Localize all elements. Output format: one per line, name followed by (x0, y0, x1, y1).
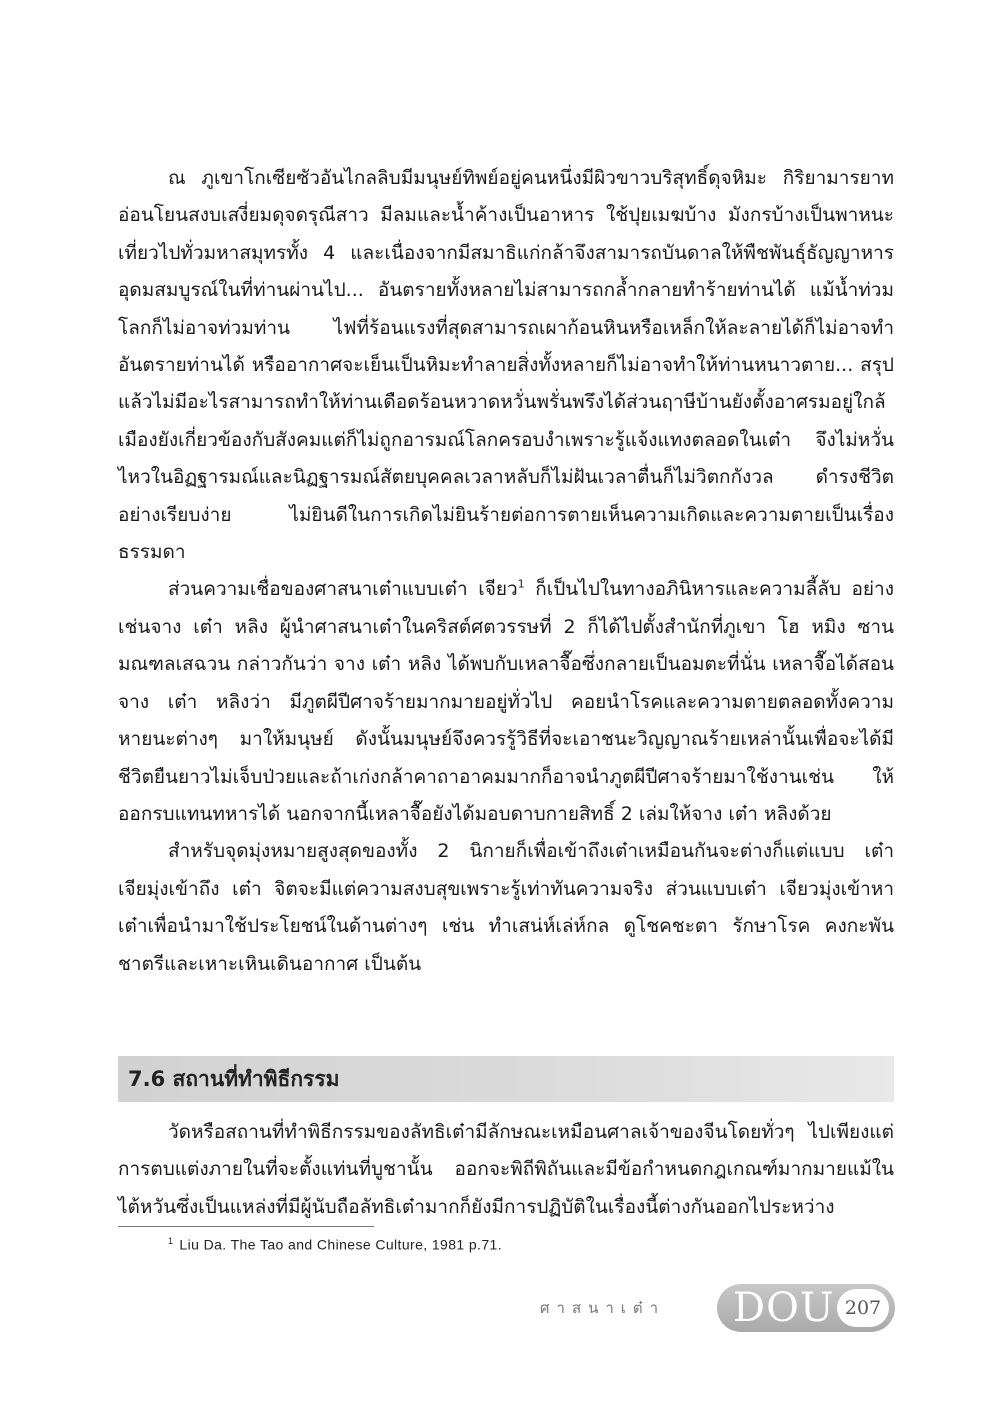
footnote (168, 1236, 502, 1253)
dou-logo-badge (717, 1284, 895, 1332)
dou-logo-text: DOU (733, 1285, 835, 1331)
paragraph-2-start: ส่วนความเชื่อของศาสนาเต๋าแบบเต๋า เจียว (168, 578, 518, 601)
main-text (118, 160, 894, 983)
page-number: 207 (844, 1297, 882, 1319)
paragraph-2 (118, 571, 894, 833)
page-number-badge (837, 1289, 889, 1327)
footnote-reference[interactable]: 1 (517, 578, 525, 592)
section-heading-bar (118, 1056, 894, 1102)
running-title: ศาสนาเต๋า (540, 1299, 666, 1317)
footnote-divider (118, 1226, 374, 1227)
footnote-text: Liu Da. The Tao and Chinese Culture, 1981 p.71. (179, 1236, 503, 1253)
paragraph-3: สำหรับจุดมุ่งหมายสูงสุดของทั้ง 2 นิกายก็เพื่อเข้าถึงเต๋าเหมือนกันจะต่างก็แต่แบบ เต๋า เจียมุ่งเข้าถึง เต๋า จิตจะมีแต่ความสงบสุขเพราะรู้เท่าทันความจริง ส่วนแบบเต๋า เจียวมุ่งเข้าหาเต๋าเพื่อนำมาใช้ประโยชน์ในด้านต่างๆ เช่น ทำเสน่ห์เล่ห์กล ดูโชคชะตา รักษาโรค คงกะพันชาตรีและเหาะเหินเดินอากาศ เป็นต้น (118, 840, 894, 975)
paragraph-1: ณ ภูเขาโกเซียซัวอันไกลลิบมีมนุษย์ทิพย์อยู่คนหนึ่งมีผิวขาวบริสุทธิ์ดุจหิมะ กิริยามารยาทอ่อนโยนสงบเสงี่ยมดุจดรุณีสาว มีลมและน้ำค้างเป็นอาหาร ใช้ปุยเมฆบ้าง มังกรบ้างเป็นพาหนะเที่ยวไปทั่วมหาสมุทรทั้ง 4 และเนื่องจากมีสมาธิแก่กล้าจึงสามารถบันดาลให้พืชพันธุ์ธัญญาหารอุดมสมบูรณ์ในที่ท่านผ่านไป... อันตรายทั้งหลายไม่สามารถกล้ำกลายทำร้ายท่านได้ แม้น้ำท่วมโลกก็ไม่อาจท่วมท่าน ไฟที่ร้อนแรงที่สุดสามารถเผาก้อนหินหรือเหล็กให้ละลายได้ก็ไม่อาจทำอันตรายท่านได้ หรืออากาศจะเย็นเป็นหิมะทำลายสิ่งทั้งหลายก็ไม่อาจทำให้ท่านหนาวตาย... สรุปแล้วไม่มีอะไรสามารถทำให้ท่านเดือดร้อนหวาดหวั่นพรั่นพรึงได้ส่วนฤาษีบ้านยังตั้งอาศรมอยู่ใกล้เมืองยังเกี่ยวข้องกับสังคมแต่ก็ไม่ถูกอารมณ์โลกครอบงำเพราะรู้แจ้งแทงตลอดในเต๋า จึงไม่หวั่นไหวในอิฏฐารมณ์และนิฏฐารมณ์สัตยบุคคลเวลาหลับก็ไม่ฝันเวลาตื่นก็ไม่วิตกกังวล ดำรงชีวิตอย่างเรียบง่าย ไม่ยินดีในการเกิดไม่ยินร้ายต่อการตายเห็นความเกิดและความตายเป็นเรื่องธรรมดา (118, 167, 894, 564)
paragraph-2-rest: ก็เป็นไปในทางอภินิหารและความลี้ลับ อย่างเช่นจาง เต๋า หลิง ผู้นำศาสนาเต๋าในคริสต์ศตวรรษที่ 2 ก็ได้ไปตั้งสำนักที่ภูเขา โฮ หมิง ซาน มณฑลเสฉวน กล่าวกันว่า จาง เต๋า หลิง ได้พบกับเหลาจื๊อซึ่งกลายเป็นอมตะที่นั่น เหลาจื๊อได้สอนจาง เต๋า หลิงว่า มีภูตผีปีศาจร้ายมากมายอยู่ทั่วไป คอยนำโรคและความตายตลอดทั้งความหายนะต่างๆ มาให้มนุษย์ ดังนั้นมนุษย์จึงควรรู้วิธีที่จะเอาชนะวิญญาณร้ายเหล่านั้นเพื่อจะได้มีชีวิตยืนยาวไม่เจ็บป่วยและถ้าเก่งกล้าคาถาอาคมมากก็อาจนำภูตผีปีศาจร้ายมาใช้งานเช่น ให้ออกรบแทนทหารได้ นอกจากนี้เหลาจื๊อยังได้มอบดาบกายสิทธิ์ 2 เล่มให้จาง เต๋า หลิงด้วย (118, 578, 894, 825)
section-body (118, 1114, 894, 1226)
section-heading: 7.6 สถานที่ทำพิธีกรรม (128, 1066, 340, 1091)
footnote-mark: 1 (168, 1236, 174, 1246)
section-paragraph: วัดหรือสถานที่ทำพิธีกรรมของลัทธิเต๋ามีลักษณะเหมือนศาลเจ้าของจีนโดยทั่วๆ ไปเพียงแต่การตบแต่งภายในที่จะตั้งแท่นที่บูชานั้น ออกจะพิถีพิถันและมีข้อกำหนดกฎเกณฑ์มากมายแม้ในไต้หวันซึ่งเป็นแหล่งที่มีผู้นับถือลัทธิเต๋ามากก็ยังมีการปฏิบัติในเรื่องนี้ต่างกันออกไประหว่าง (118, 1121, 894, 1218)
